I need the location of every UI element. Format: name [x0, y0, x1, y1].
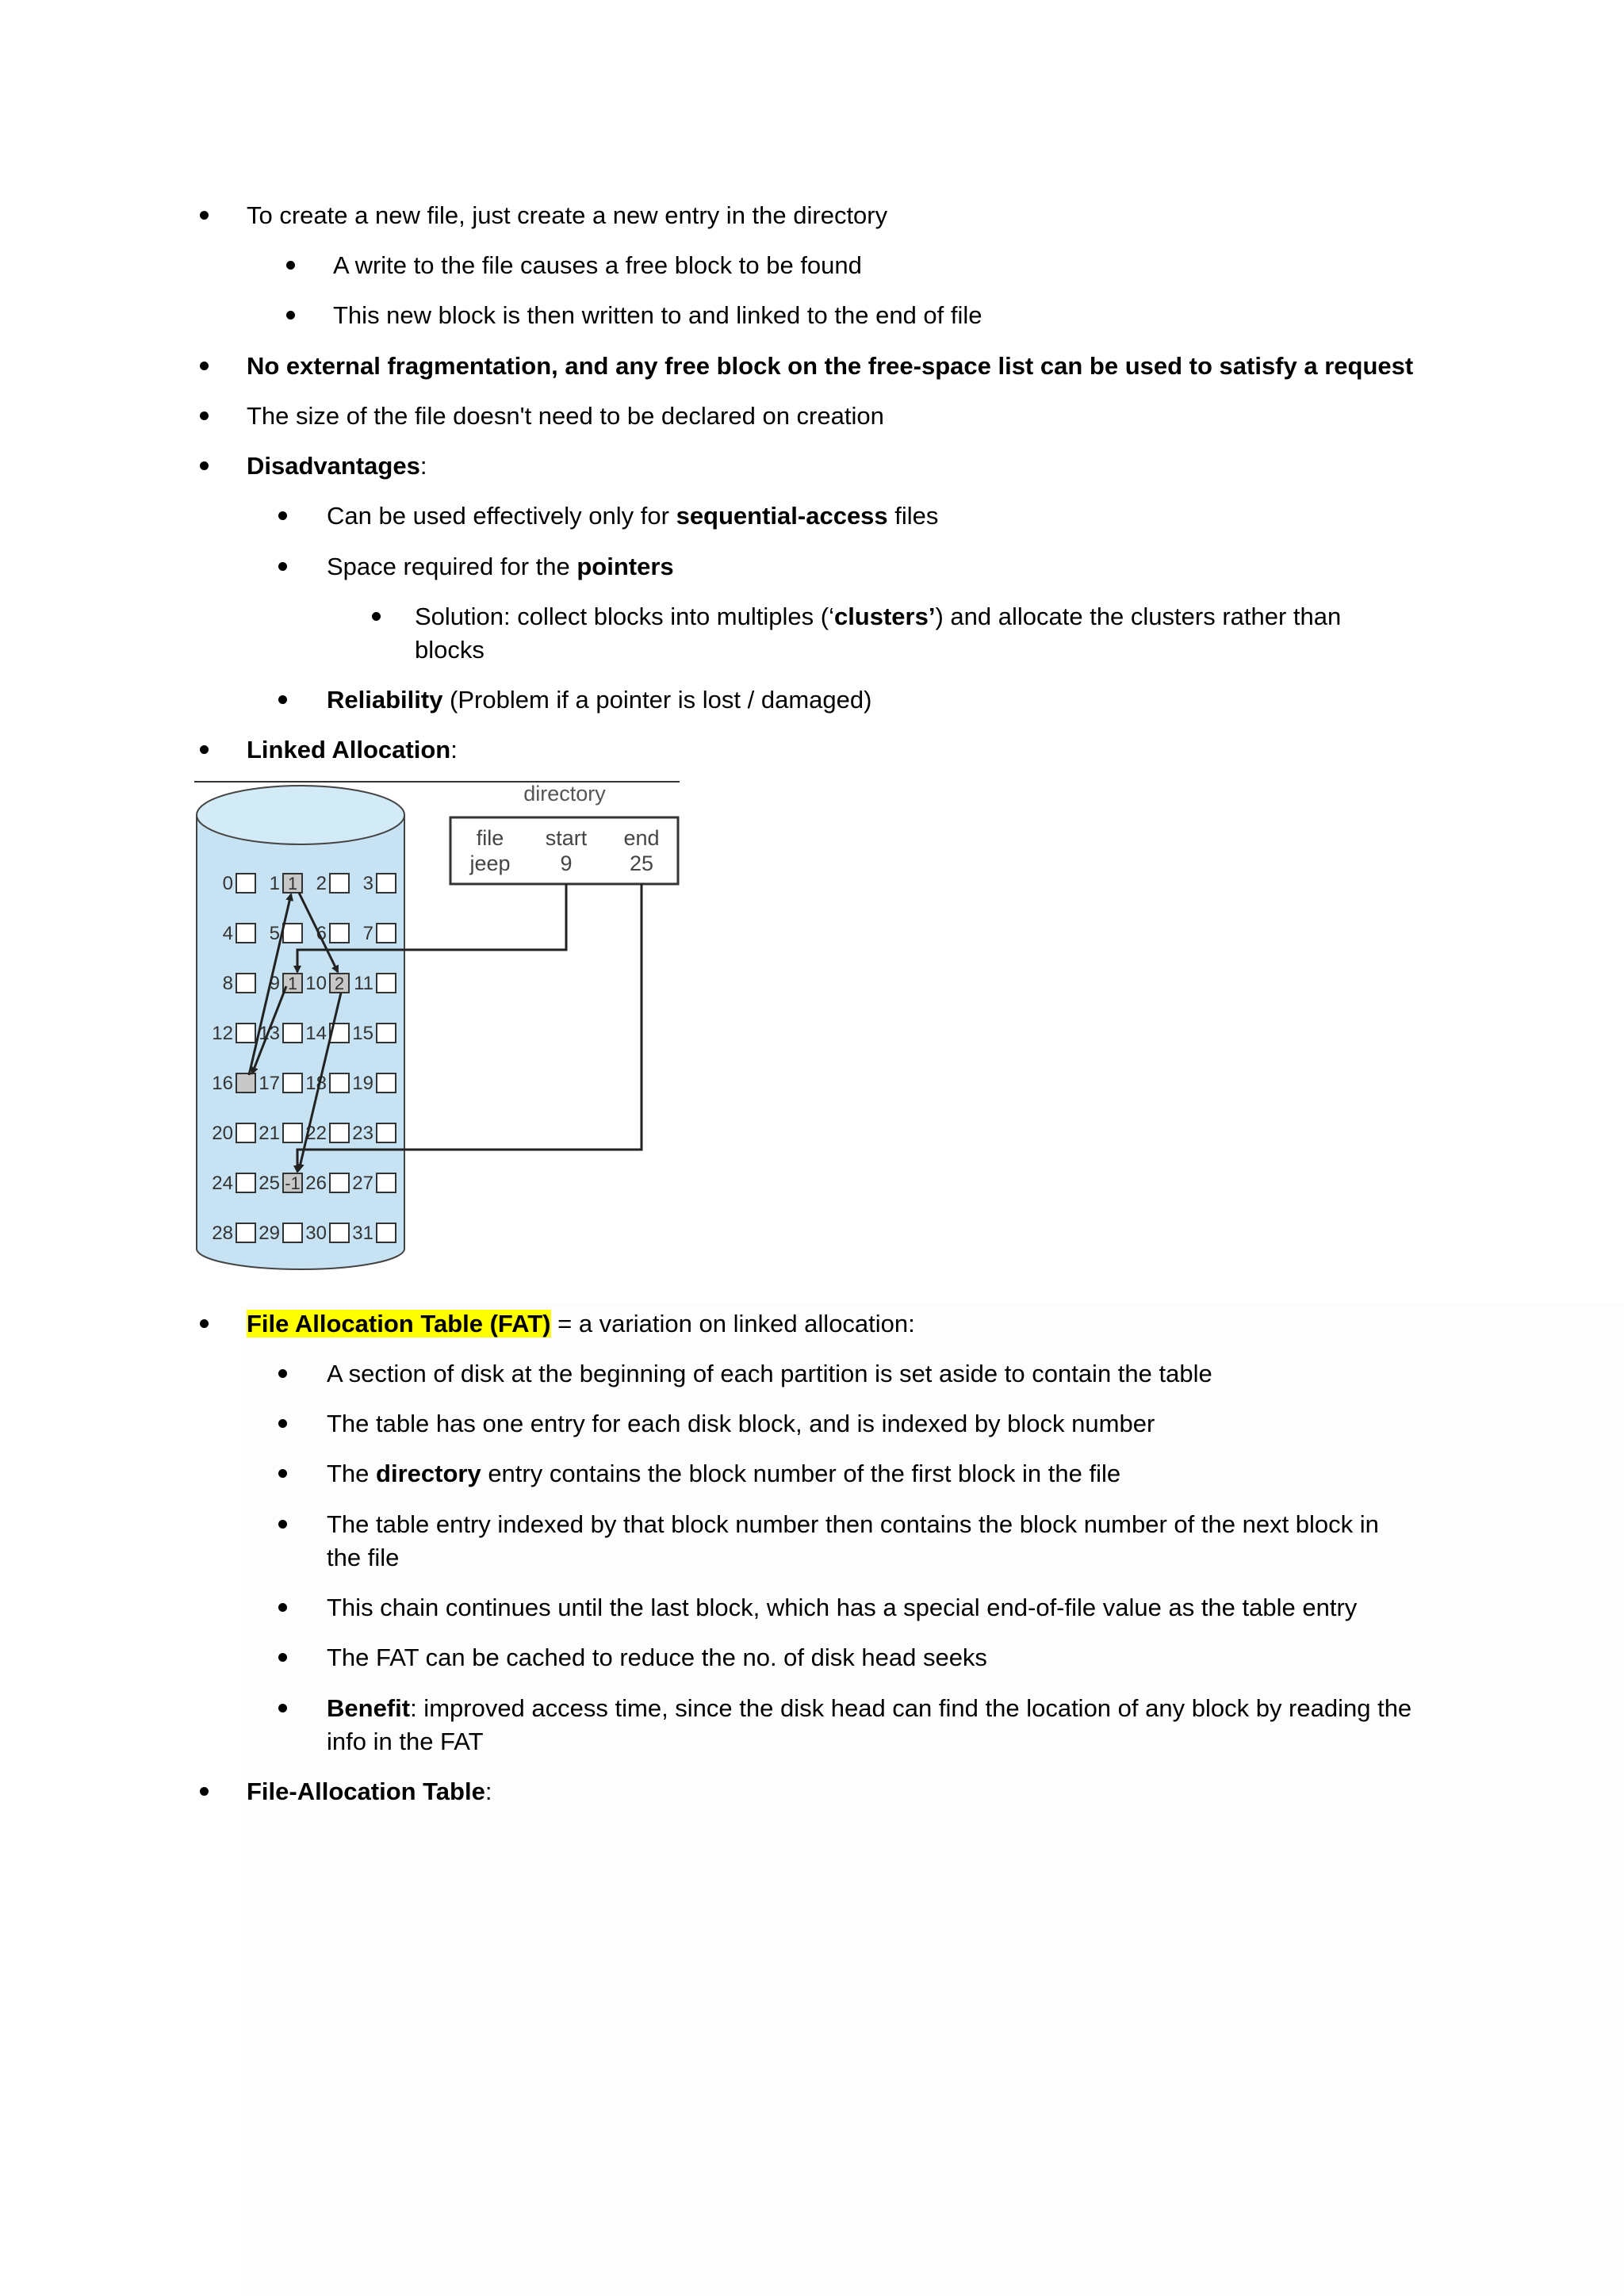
disk-block	[377, 974, 396, 993]
block-number-label: 8	[222, 973, 233, 994]
bullet-dot	[278, 695, 287, 704]
block-number-label: 23	[352, 1123, 373, 1144]
bullet-dot	[278, 511, 287, 520]
linked-allocation-diagram	[194, 777, 680, 1284]
block-number-label: 19	[352, 1073, 373, 1094]
bullet-dot	[278, 1653, 287, 1662]
bullet-dot	[200, 1787, 209, 1796]
disk-block	[283, 924, 302, 943]
block-number-label: 9	[269, 973, 280, 994]
bullet-pointers-space: Space required for the pointers	[327, 550, 674, 584]
block-number-label: 25	[259, 1173, 280, 1194]
bullet-dot	[278, 1369, 287, 1378]
bullet-dot	[278, 1419, 287, 1428]
block-number-label: 20	[212, 1123, 233, 1144]
bullet-reliability: Reliability (Problem if a pointer is lost / damaged)	[327, 683, 871, 717]
bullet-new-file: To create a new file, just create a new entry in the directory	[247, 199, 887, 232]
block-number-label: 15	[352, 1023, 373, 1044]
dir-header-start: start	[545, 826, 588, 850]
bullet-clusters-solution: Solution: collect blocks into multiples (‘clusters’) and allocate the clusters rather than blocks	[415, 600, 1341, 667]
bullet-fat-section: A section of disk at the beginning of each partition is set aside to contain the table	[327, 1357, 1212, 1391]
block-number-label: 31	[352, 1223, 373, 1244]
bullet-write-free-block: A write to the file causes a free block to be found	[333, 249, 862, 282]
block-number-label: 5	[269, 923, 280, 944]
disk-block	[330, 1073, 349, 1093]
disk-block	[330, 924, 349, 943]
disk-block	[236, 974, 255, 993]
block-number-label: 7	[362, 923, 373, 944]
bullet-size-not-declared: The size of the file doesn't need to be declared on creation	[247, 400, 884, 433]
disk-block	[236, 1024, 255, 1043]
bullet-dot	[278, 1520, 287, 1529]
disk-block	[330, 1123, 349, 1142]
bullet-dot	[200, 461, 209, 470]
bullet-dot	[286, 311, 295, 320]
block-number-label: 14	[305, 1023, 327, 1044]
bullet-fat: File Allocation Table (FAT) = a variation on linked allocation:	[247, 1307, 915, 1341]
bullet-dot	[278, 1704, 287, 1712]
block-number-label: 21	[259, 1123, 280, 1144]
disk-block	[377, 1073, 396, 1093]
dir-header-end: end	[623, 826, 660, 850]
bullet-fat-chain: This chain continues until the last block, which has a special end-of-file value as the table entry	[327, 1591, 1357, 1624]
disk-block	[283, 1223, 302, 1242]
disk-block	[377, 1024, 396, 1043]
block-number-label: 1	[269, 873, 280, 894]
dir-cell-start: 9	[560, 851, 573, 875]
bullet-new-block-linked: This new block is then written to and linked to the end of file	[333, 299, 982, 332]
linked-allocation-svg	[194, 777, 680, 1284]
disk-block	[236, 1173, 255, 1192]
bullet-fat-entry-per-block: The table has one entry for each disk block, and is indexed by block number	[327, 1407, 1155, 1441]
disk-block	[330, 1223, 349, 1242]
bullet-dot	[278, 562, 287, 571]
block-number-label: 2	[316, 873, 327, 894]
bullet-no-fragmentation: No external fragmentation, and any free block on the free-space list can be used to satisfy a request	[247, 350, 1413, 383]
bullet-dot	[200, 1319, 209, 1328]
disk-block	[283, 1073, 302, 1093]
block-number-label: 13	[259, 1023, 280, 1044]
disk-block	[236, 1223, 255, 1242]
bullet-fat-next-block: The table entry indexed by that block number then contains the block number of the next block in the file	[327, 1508, 1379, 1575]
bullet-file-allocation-table: File-Allocation Table:	[247, 1775, 492, 1808]
block-pointer-value: 2	[334, 974, 345, 993]
block-number-label: 26	[305, 1173, 327, 1194]
bullet-dot	[372, 612, 381, 621]
block-number-label: 12	[212, 1023, 233, 1044]
bullet-dot	[286, 261, 295, 270]
disk-block	[377, 924, 396, 943]
bullet-fat-benefit: Benefit: improved access time, since the disk head can find the location of any block by reading the info in the FAT	[327, 1692, 1411, 1758]
block-number-label: 16	[212, 1073, 233, 1094]
block-number-label: 17	[259, 1073, 280, 1094]
disk-block	[236, 924, 255, 943]
disk-block	[330, 874, 349, 893]
disk-block	[283, 1024, 302, 1043]
directory-label: directory	[523, 782, 606, 806]
block-number-label: 10	[305, 973, 327, 994]
block-number-label: 3	[362, 873, 373, 894]
bullet-disadvantages: Disadvantages:	[247, 450, 427, 483]
disk-top	[197, 786, 404, 844]
bullet-fat-directory-entry: The directory entry contains the block number of the first block in the file	[327, 1457, 1120, 1490]
disk-block	[283, 1123, 302, 1142]
bullet-sequential-access: Can be used effectively only for sequential-access files	[327, 499, 938, 533]
disk-block	[377, 1123, 396, 1142]
block-pointer-value: -1	[285, 1173, 301, 1193]
bullet-dot	[278, 1469, 287, 1478]
disk-block	[236, 874, 255, 893]
block-number-label: 0	[222, 873, 233, 894]
block-number-label: 24	[212, 1173, 233, 1194]
disk-block	[377, 874, 396, 893]
block-number-label: 28	[212, 1223, 233, 1244]
block-pointer-value: 1	[287, 874, 298, 894]
bullet-dot	[200, 745, 209, 754]
dir-cell-end: 25	[629, 851, 654, 875]
bullet-dot	[200, 411, 209, 420]
block-pointer-value: 1	[287, 974, 298, 993]
dir-header-file: file	[476, 826, 504, 850]
block-number-label: 30	[305, 1223, 327, 1244]
bullet-fat-cached: The FAT can be cached to reduce the no. of disk head seeks	[327, 1641, 987, 1674]
bullet-dot	[200, 211, 209, 220]
disk-block	[236, 1123, 255, 1142]
block-number-label: 11	[354, 973, 373, 994]
bullet-dot	[200, 362, 209, 370]
dir-cell-file: jeep	[469, 851, 511, 875]
block-number-label: 6	[316, 923, 327, 944]
block-number-label: 4	[222, 923, 233, 944]
disk-block	[330, 1173, 349, 1192]
block-number-label: 18	[305, 1073, 327, 1094]
disk-block	[377, 1223, 396, 1242]
block-number-label: 27	[352, 1173, 373, 1194]
fat-highlight: File Allocation Table (FAT)	[247, 1310, 551, 1337]
block-number-label: 29	[259, 1223, 280, 1244]
block-number-label: 22	[305, 1123, 327, 1144]
bullet-linked-allocation: Linked Allocation:	[247, 733, 458, 767]
disk-block	[377, 1173, 396, 1192]
bullet-dot	[278, 1603, 287, 1612]
disk-block	[236, 1073, 255, 1093]
